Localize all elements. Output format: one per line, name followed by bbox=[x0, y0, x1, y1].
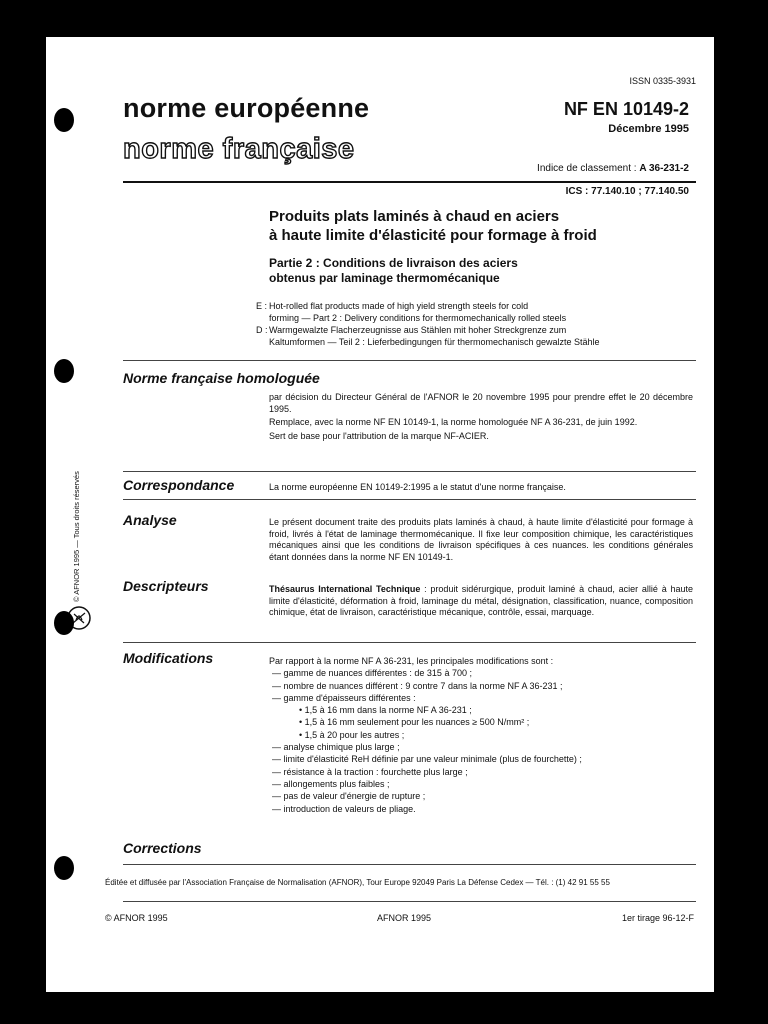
translation-german bbox=[256, 324, 701, 348]
descripteurs-text bbox=[269, 584, 693, 619]
modification-item: — limite d'élasticité ReH définie par une valeur minimale (plus de fourchette) ; bbox=[272, 754, 582, 765]
copyright-vertical-text: © AFNOR 1995 — Tous droits réservés bbox=[72, 471, 81, 602]
modification-item: — résistance à la traction : fourchette plus large ; bbox=[272, 766, 468, 777]
punch-hole bbox=[54, 611, 74, 635]
homologuee-p3: Sert de base pour l'attribution de la marque NF-ACIER. bbox=[269, 430, 489, 441]
modification-subitem: • 1,5 à 16 mm seulement pour les nuances ≥ 500 N/mm² ; bbox=[299, 717, 530, 728]
footer-divider bbox=[123, 901, 696, 902]
header-rule bbox=[123, 181, 696, 183]
part-title-line-2: obtenus par laminage thermomécanique bbox=[269, 271, 500, 285]
heading-modifications: Modifications bbox=[123, 650, 214, 666]
heading-correspondance: Correspondance bbox=[123, 477, 235, 493]
modification-item: — pas de valeur d'énergie de rupture ; bbox=[272, 791, 426, 802]
classement-label: Indice de classement : bbox=[537, 163, 640, 174]
section-divider bbox=[123, 360, 696, 361]
modification-item: — gamme de nuances différentes : de 315 à 700 ; bbox=[272, 668, 472, 679]
part-title-line-1: Partie 2 : Conditions de livraison des aciers bbox=[269, 256, 518, 270]
translations bbox=[256, 300, 701, 348]
section-divider bbox=[123, 642, 696, 643]
punch-hole bbox=[54, 856, 74, 880]
translation-line: Hot-rolled flat products made of high yield strength steels for cold bbox=[269, 301, 529, 311]
standard-number: NF EN 10149-2 bbox=[563, 99, 689, 119]
descripteurs-list: : produit sidérurgique, produit laminé à chaud, acier allié à haute limite d'élasticité, déformation à froid, laminage du métal, désignation, classification, nuance, composition chimique, état de livraison, caractéristique mécanique, contrôle, essai, marquage. bbox=[269, 584, 693, 617]
publication-date: Décembre 1995 bbox=[608, 123, 689, 135]
section-divider bbox=[123, 499, 696, 500]
homologuee-p1: par décision du Directeur Général de l'AFNOR le 20 novembre 1995 pour prendre effet le 20 décembre 1995. bbox=[269, 392, 693, 414]
modifications-list bbox=[269, 655, 699, 815]
ics-codes: ICS : 77.140.10 ; 77.140.50 bbox=[565, 186, 689, 197]
modification-item: — nombre de nuances différent : 9 contre 7 dans la norme NF A 36-231 ; bbox=[272, 680, 563, 691]
heading-analyse: Analyse bbox=[123, 512, 177, 528]
title-line-1: Produits plats laminés à chaud en aciers bbox=[269, 208, 560, 225]
translation-line: Kaltumformen — Teil 2 : Lieferbedingungen für thermomechanisch gewalzte Stähle bbox=[269, 337, 600, 347]
translation-line: Warmgewalzte Flacherzeugnisse aus Stählen mit hoher Streckgrenze zum bbox=[269, 325, 567, 335]
part-title bbox=[269, 256, 689, 286]
heading-corrections: Corrections bbox=[123, 840, 202, 856]
title-norme-francaise: norme française bbox=[123, 133, 355, 165]
title-line-2: à haute limite d'élasticité pour formage à froid bbox=[269, 227, 597, 244]
footer-copyright: © AFNOR 1995 bbox=[105, 913, 168, 923]
heading-descripteurs: Descripteurs bbox=[123, 578, 209, 594]
punch-hole bbox=[54, 359, 74, 383]
modification-item: — analyse chimique plus large ; bbox=[272, 742, 400, 753]
modification-item: — introduction de valeurs de pliage. bbox=[272, 803, 416, 814]
lang-key-d: D : bbox=[256, 325, 268, 335]
descripteurs-label: Thésaurus International Technique bbox=[269, 584, 421, 594]
homologuee-text bbox=[269, 392, 693, 444]
section-divider bbox=[123, 471, 696, 472]
classement-index bbox=[537, 163, 689, 174]
modification-item: — allongements plus faibles ; bbox=[272, 778, 390, 789]
modification-subitem: • 1,5 à 16 mm dans la norme NF A 36-231 ; bbox=[299, 705, 472, 716]
punch-hole bbox=[54, 108, 74, 132]
section-divider bbox=[123, 864, 696, 865]
heading-homologuee: Norme française homologuée bbox=[123, 370, 320, 386]
modification-item: — gamme d'épaisseurs différentes : bbox=[272, 692, 416, 703]
title-norme-europeenne: norme européenne bbox=[123, 93, 370, 123]
analyse-text: Le présent document traite des produits plats laminés à chaud, à haute limite d'élasticité pour formage à froid, livrés à l'état de laminage thermomécanique. Il fixe leur composition chimique, les caractéristiques mécaniques ainsi que les conditions de livraison spécifiques à ces nuances. les conditions générales étant données dans la norme NF EN 10149-1. bbox=[269, 517, 693, 562]
publisher-line: Éditée et diffusée par l'Association Française de Normalisation (AFNOR), Tour Europe 92049 Paris La Défense Cedex — Tél. : (1) 42 91 55 55 bbox=[105, 878, 610, 887]
footer-center: AFNOR 1995 bbox=[377, 913, 432, 923]
homologuee-p2: Remplace, avec la norme NF EN 10149-1, la norme homologuée NF A 36-231, de juin 1992. bbox=[269, 417, 638, 427]
lang-key-e: E : bbox=[256, 301, 268, 311]
document-title bbox=[269, 207, 689, 245]
document-page bbox=[46, 37, 714, 992]
translation-english bbox=[256, 300, 701, 324]
classement-value: A 36-231-2 bbox=[639, 163, 689, 174]
issn-number: ISSN 0335-3931 bbox=[629, 76, 696, 86]
correspondance-text: La norme européenne EN 10149-2:1995 a le statut d'une norme française. bbox=[269, 482, 566, 492]
modifications-intro: Par rapport à la norme NF A 36-231, les principales modifications sont : bbox=[269, 656, 554, 666]
footer-tirage: 1er tirage 96-12-F bbox=[621, 913, 694, 923]
copyright-vertical bbox=[72, 402, 84, 602]
translation-line: forming — Part 2 : Delivery conditions for thermomechanically rolled steels bbox=[269, 313, 567, 323]
modification-subitem: • 1,5 à 20 pour les autres ; bbox=[299, 729, 405, 740]
